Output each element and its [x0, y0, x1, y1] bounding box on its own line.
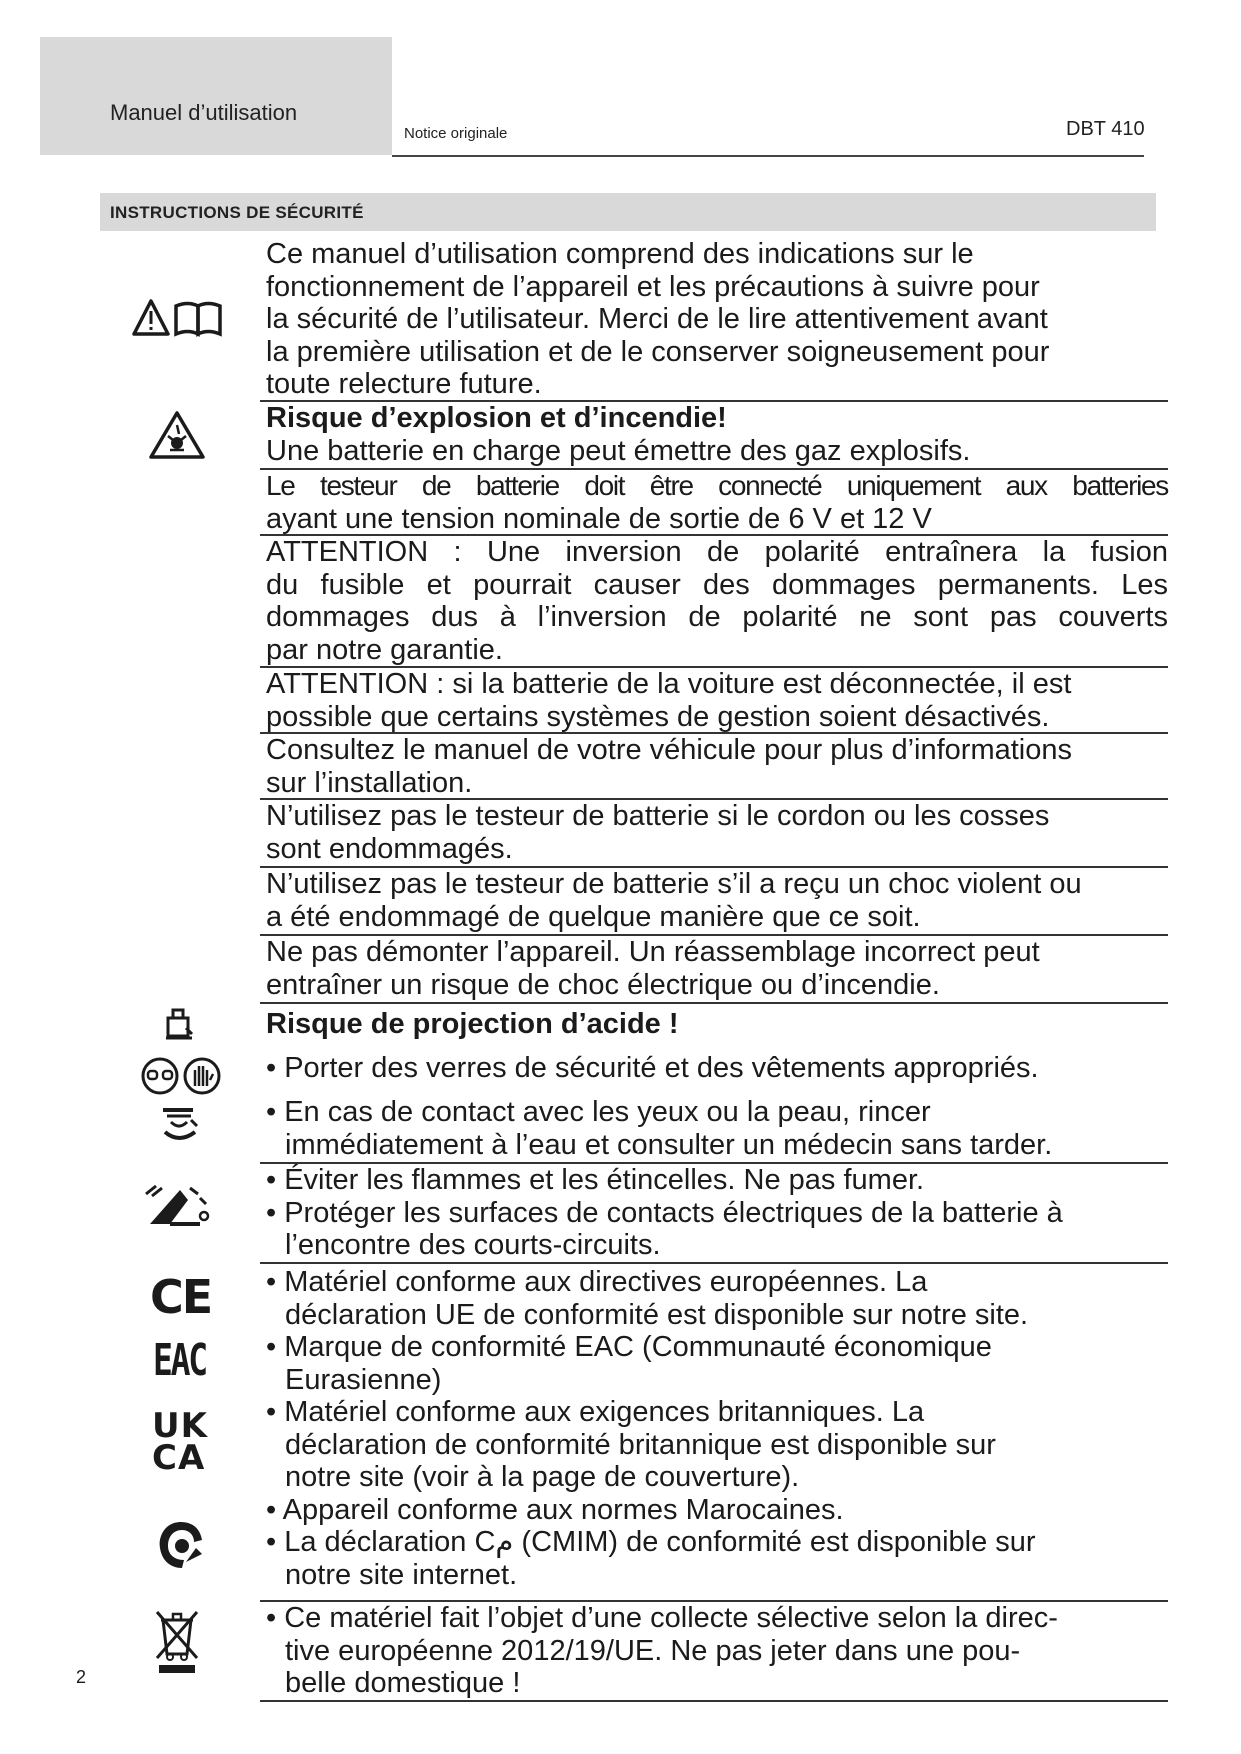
acid-contact-line-1: • En cas de contact avec les yeux ou la peau, rincer [266, 1096, 931, 1128]
polarity-line-3: dommages dus à l’inversion de polarité ne sont pas couverts [266, 601, 1168, 633]
polarity-line-4: par notre garantie. [266, 633, 503, 666]
cord-damaged-line-1: N’utilisez pas le testeur de batterie si le cordon ou les cosses [266, 800, 1050, 832]
ce-line-2: déclaration UE de conformité est disponible sur notre site. [285, 1298, 1029, 1331]
acid-bottle-icon [162, 1004, 196, 1042]
conformity-block [260, 1266, 1168, 1646]
weee-line-1: • Ce matériel fait l’objet d’une collecte sélective selon la direc- [266, 1602, 1058, 1634]
acid-heading-block [260, 1008, 1168, 1044]
flames-text: • Éviter les flammes et les étincelles. Ne pas fumer. [266, 1164, 925, 1196]
weee-block [260, 1602, 1168, 1702]
cmim-mark-icon [156, 1518, 206, 1572]
eac-line-2: Eurasienne) [285, 1363, 442, 1396]
disconnect-block [260, 668, 1168, 734]
vehicle-manual-block [260, 734, 1168, 800]
tester-voltage-line-1: Le testeur de batterie doit être connecté uniquement aux batteries [266, 470, 1168, 501]
flames-short-circuit-block [260, 1164, 1168, 1264]
acid-glasses-text: • Porter des verres de sécurité et des vêtements appropriés. [266, 1052, 1039, 1084]
cmim-norms-text: • Appareil conforme aux normes Marocaines. [266, 1493, 844, 1526]
intro-line-4: la première utilisation et de le conserver soigneusement pour [266, 335, 1050, 368]
ukca-bottom-text: CA [152, 1438, 206, 1478]
tester-voltage-block [260, 470, 1168, 536]
weee-bin-icon [153, 1608, 201, 1674]
explosion-warning-icon [148, 410, 206, 460]
weee-line-2: tive européenne 2012/19/UE. Ne pas jeter dans une pou- [285, 1634, 1021, 1667]
disconnect-line-2: possible que certains systèmes de gestion soient désactivés. [266, 700, 1050, 733]
manual-title: Manuel d’utilisation [110, 100, 298, 125]
header-box [40, 37, 392, 155]
acid-heading: Risque de projection d’acide ! [266, 1008, 679, 1040]
acid-glasses-block [260, 1052, 1168, 1092]
acid-contact-line-2: immédiatement à l’eau et consulter un médecin sans tarder. [285, 1128, 1053, 1161]
tester-voltage-line-2: ayant une tension nominale de sortie de 6 V et 12 V [266, 502, 932, 535]
explosion-heading: Risque d’explosion et d’incendie! [266, 402, 727, 434]
section-title: INSTRUCTIONS DE SÉCURITÉ [110, 203, 364, 222]
polarity-line-2: du fusible et pourrait causer des dommages permanents. Les [266, 568, 1168, 601]
cmim-decl-line-1: • La déclaration Cم (CMIM) de conformité est disponible sur [266, 1526, 1036, 1558]
ukca-line-1: • Matériel conforme aux exigences britanniques. La [266, 1396, 925, 1428]
intro-line-1: Ce manuel d’utilisation comprend des indications sur le [266, 238, 974, 270]
shock-line-2: a été endommagé de quelque manière que ce soit. [266, 900, 921, 933]
ukca-top-text: UK [152, 1406, 208, 1446]
short-circuit-line-2: l’encontre des courts-circuits. [285, 1229, 661, 1261]
ce-line-1: • Matériel conforme aux directives européennes. La [266, 1266, 928, 1298]
header-rule [392, 155, 1144, 157]
short-circuit-line-1: • Protéger les surfaces de contacts électriques de la batterie à [266, 1196, 1063, 1229]
weee-line-3: belle domestique ! [285, 1667, 521, 1699]
cord-damaged-line-2: sont endommagés. [266, 832, 513, 865]
intro-line-2: fonctionnement de l’appareil et les précautions à suivre pour [266, 270, 1040, 303]
ukca-line-3: notre site (voir à la page de couverture). [285, 1461, 800, 1493]
eye-wash-icon [157, 1100, 201, 1146]
notice-label: Notice originale [404, 125, 508, 142]
no-flame-short-circuit-icon [140, 1180, 216, 1234]
intro-line-3: la sécurité de l’utilisateur. Merci de le lire attentivement avant [266, 303, 1048, 335]
explosion-block [260, 402, 1168, 470]
ukca-line-2: déclaration de conformité britannique est disponible sur [285, 1428, 996, 1461]
ce-mark-icon: CE [150, 1270, 212, 1324]
polarity-line-1: ATTENTION : Une inversion de polarité entraînera la fusion [266, 536, 1168, 568]
intro-line-5: toute relecture future. [266, 368, 542, 400]
acid-contact-block [260, 1096, 1168, 1164]
explosion-text: Une batterie en charge peut émettre des gaz explosifs. [266, 434, 971, 467]
warning-read-manual-icon [132, 298, 228, 338]
intro-block [260, 238, 1168, 402]
cmim-decl-line-2: notre site internet. [285, 1558, 518, 1591]
eac-mark-icon: EAC [153, 1335, 206, 1386]
disassemble-block [260, 936, 1168, 1004]
shock-line-1: N’utilisez pas le testeur de batterie s’il a reçu un choc violent ou [266, 868, 1082, 900]
cord-damaged-block [260, 800, 1168, 868]
page-number: 2 [76, 1667, 87, 1687]
disassemble-line-2: entraîner un risque de choc électrique ou d’incendie. [266, 968, 940, 1001]
model-number: DBT 410 [1066, 118, 1145, 140]
eac-line-1: • Marque de conformité EAC (Communauté économique [266, 1331, 992, 1363]
goggles-gloves-icon [140, 1056, 224, 1096]
disassemble-line-1: Ne pas démonter l’appareil. Un réassemblage incorrect peut [266, 936, 1040, 968]
disconnect-line-1: ATTENTION : si la batterie de la voiture est déconnectée, il est [266, 668, 1072, 700]
vehicle-manual-line-2: sur l’installation. [266, 766, 473, 799]
ukca-mark-icon [152, 1406, 208, 1478]
shock-block [260, 868, 1168, 936]
vehicle-manual-line-1: Consultez le manuel de votre véhicule pour plus d’informations [266, 734, 1072, 766]
polarity-block [260, 536, 1168, 668]
